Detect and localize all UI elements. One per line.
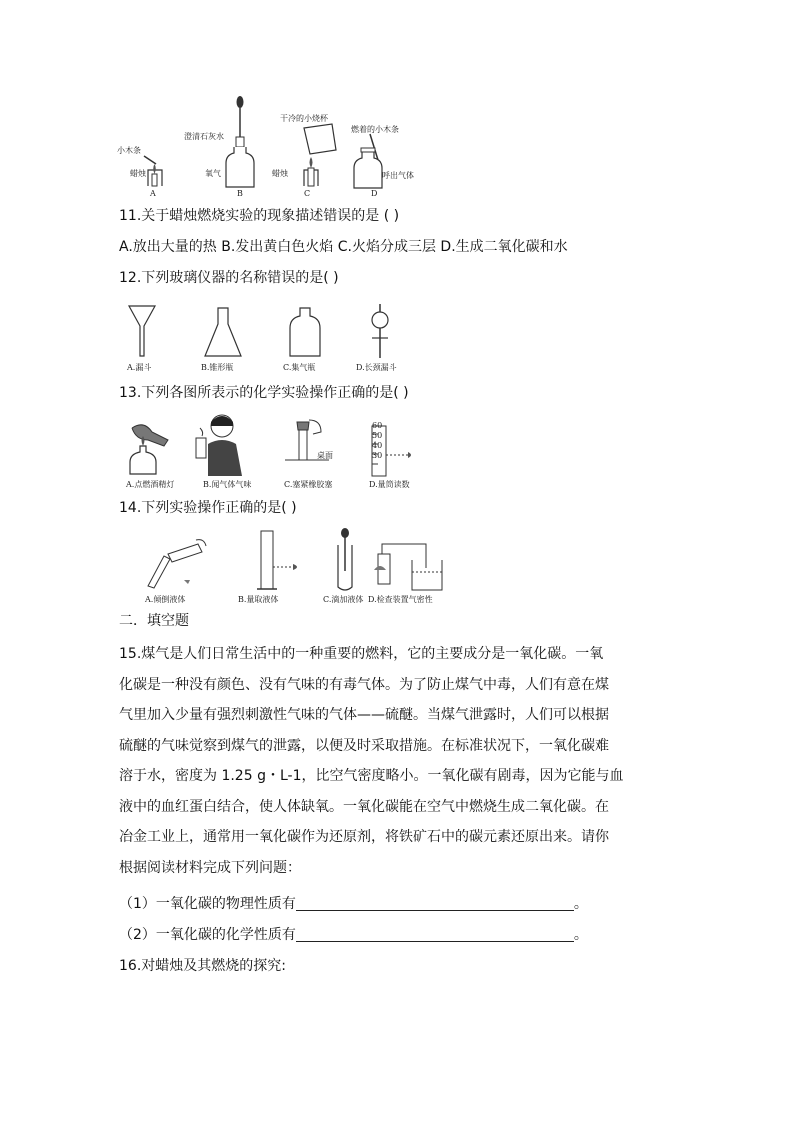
dropping-liquid-icon (330, 527, 360, 593)
passage-line: 根据阅读材料完成下列问题： (119, 859, 301, 876)
funnel-icon (127, 304, 157, 360)
passage-line: 15.煤气是人们日常生活中的一种重要的燃料，它的主要成分是一氧化碳。一氧 (119, 646, 604, 662)
question-16-stem: 16.对蜡烛及其燃烧的探究: (119, 958, 286, 974)
question-15-sub2 (119, 925, 588, 945)
caption-12c: C.集气瓶 (283, 363, 316, 372)
apparatus-c-beaker-candle-icon (290, 120, 340, 190)
caption-12a: A.漏斗 (127, 363, 152, 372)
airtightness-check-icon (372, 540, 452, 594)
caption-14b: B.量取液体 (238, 595, 279, 604)
caption-13d: D.量筒读数 (369, 480, 410, 489)
measuring-cylinder-icon (255, 527, 311, 593)
label-table: 桌面 (317, 451, 333, 460)
caption-12b: B.锥形瓶 (201, 363, 234, 372)
conical-flask-icon (203, 306, 243, 358)
caption-14c: C.滴加液体 (323, 595, 364, 604)
sub1-label: （1）一氧化碳的物理性质有 (119, 896, 296, 912)
sub2-label: （2）一氧化碳的化学性质有 (119, 927, 296, 943)
question-14-stem: 14.下列实验操作正确的是( ) (119, 500, 297, 516)
answer-blank-2[interactable] (296, 926, 574, 942)
caption-12d: D.长颈漏斗 (356, 363, 397, 372)
label-dry-cold-beaker: 干冷的小烧杯 (280, 114, 328, 123)
caption-13b: B.闻气体气味 (203, 480, 252, 489)
passage-line: 硫醚的气味觉察到煤气的泄露，以便及时采取措施。在标准状况下，一氧化碳难 (119, 737, 609, 754)
alcohol-lamp-lighting-icon (124, 418, 174, 476)
answer-blank-1[interactable] (296, 895, 574, 911)
cylinder-tick-30: 30 (372, 451, 383, 460)
gas-collecting-bottle-icon (288, 306, 322, 358)
label-limewater: 澄清石灰水 (184, 132, 224, 141)
passage-line: 冶金工业上，通常用一氧化碳作为还原剂，将铁矿石中的碳元素还原出来。请你 (119, 829, 609, 845)
apparatus-d-bottle-stick-icon (348, 130, 393, 190)
passage-line: 溶于水，密度为 1.25 g・L-1，比空气密度略小。一氧化碳有剧毒，因为它能与血 (119, 768, 624, 784)
sub2-end: 。 (573, 927, 588, 943)
apparatus-b-bottle-dropper-icon (220, 95, 260, 190)
label-exhaled-gas: 呼出气体 (382, 171, 414, 180)
question-15-passage (119, 639, 659, 883)
label-b: B (237, 189, 243, 198)
label-d: D (371, 189, 378, 198)
question-12-stem: 12.下列玻璃仪器的名称错误的是( ) (119, 270, 339, 286)
passage-line: 液中的血红蛋白结合，使人体缺氧。一氧化碳能在空气中燃烧生成二氧化碳。在 (119, 798, 609, 815)
sub1-end: 。 (573, 896, 588, 912)
label-burning-stick: 燃着的小木条 (351, 125, 399, 134)
label-a: A (150, 189, 156, 198)
caption-14d: D.检查装置气密性 (368, 595, 433, 604)
label-c: C (304, 189, 311, 198)
label-candle-a: 蜡烛 (130, 169, 146, 178)
cylinder-tick-40: 40 (372, 441, 383, 450)
stopper-insertion-icon (283, 418, 331, 476)
section-title: 二．填空题 (119, 613, 189, 629)
label-small-stick: 小木条 (117, 146, 141, 155)
passage-line: 气里加入少量有强烈刺激性气味的气体——硫醚。当煤气泄露时，人们可以根据 (119, 707, 609, 723)
question-15-sub1 (119, 894, 588, 914)
question-11-options: A.放出大量的热 B.发出黄白色火焰 C.火焰分成三层 D.生成二氧化碳和水 (119, 239, 568, 255)
cylinder-tick-50: 50 (372, 431, 383, 440)
question-11-stem: 11.关于蜡烛燃烧实验的现象描述错误的是 ( ) (119, 208, 400, 224)
smelling-gas-boy-icon (190, 412, 248, 476)
passage-line: 化碳是一种没有颜色、没有气味的有毒气体。为了防止煤气中毒，人们有意在煤 (119, 676, 609, 693)
label-oxygen: 氧气 (205, 169, 221, 178)
cylinder-tick-60: 60 (372, 421, 383, 430)
caption-13c: C.塞紧橡胶塞 (284, 480, 333, 489)
pouring-liquid-icon (138, 530, 208, 588)
question-13-stem: 13.下列各图所表示的化学实验操作正确的是( ) (119, 385, 409, 401)
label-candle-c: 蜡烛 (272, 169, 288, 178)
caption-14a: A.倾倒液体 (145, 595, 186, 604)
long-neck-funnel-icon (368, 302, 392, 360)
caption-13a: A.点燃酒精灯 (126, 480, 175, 489)
